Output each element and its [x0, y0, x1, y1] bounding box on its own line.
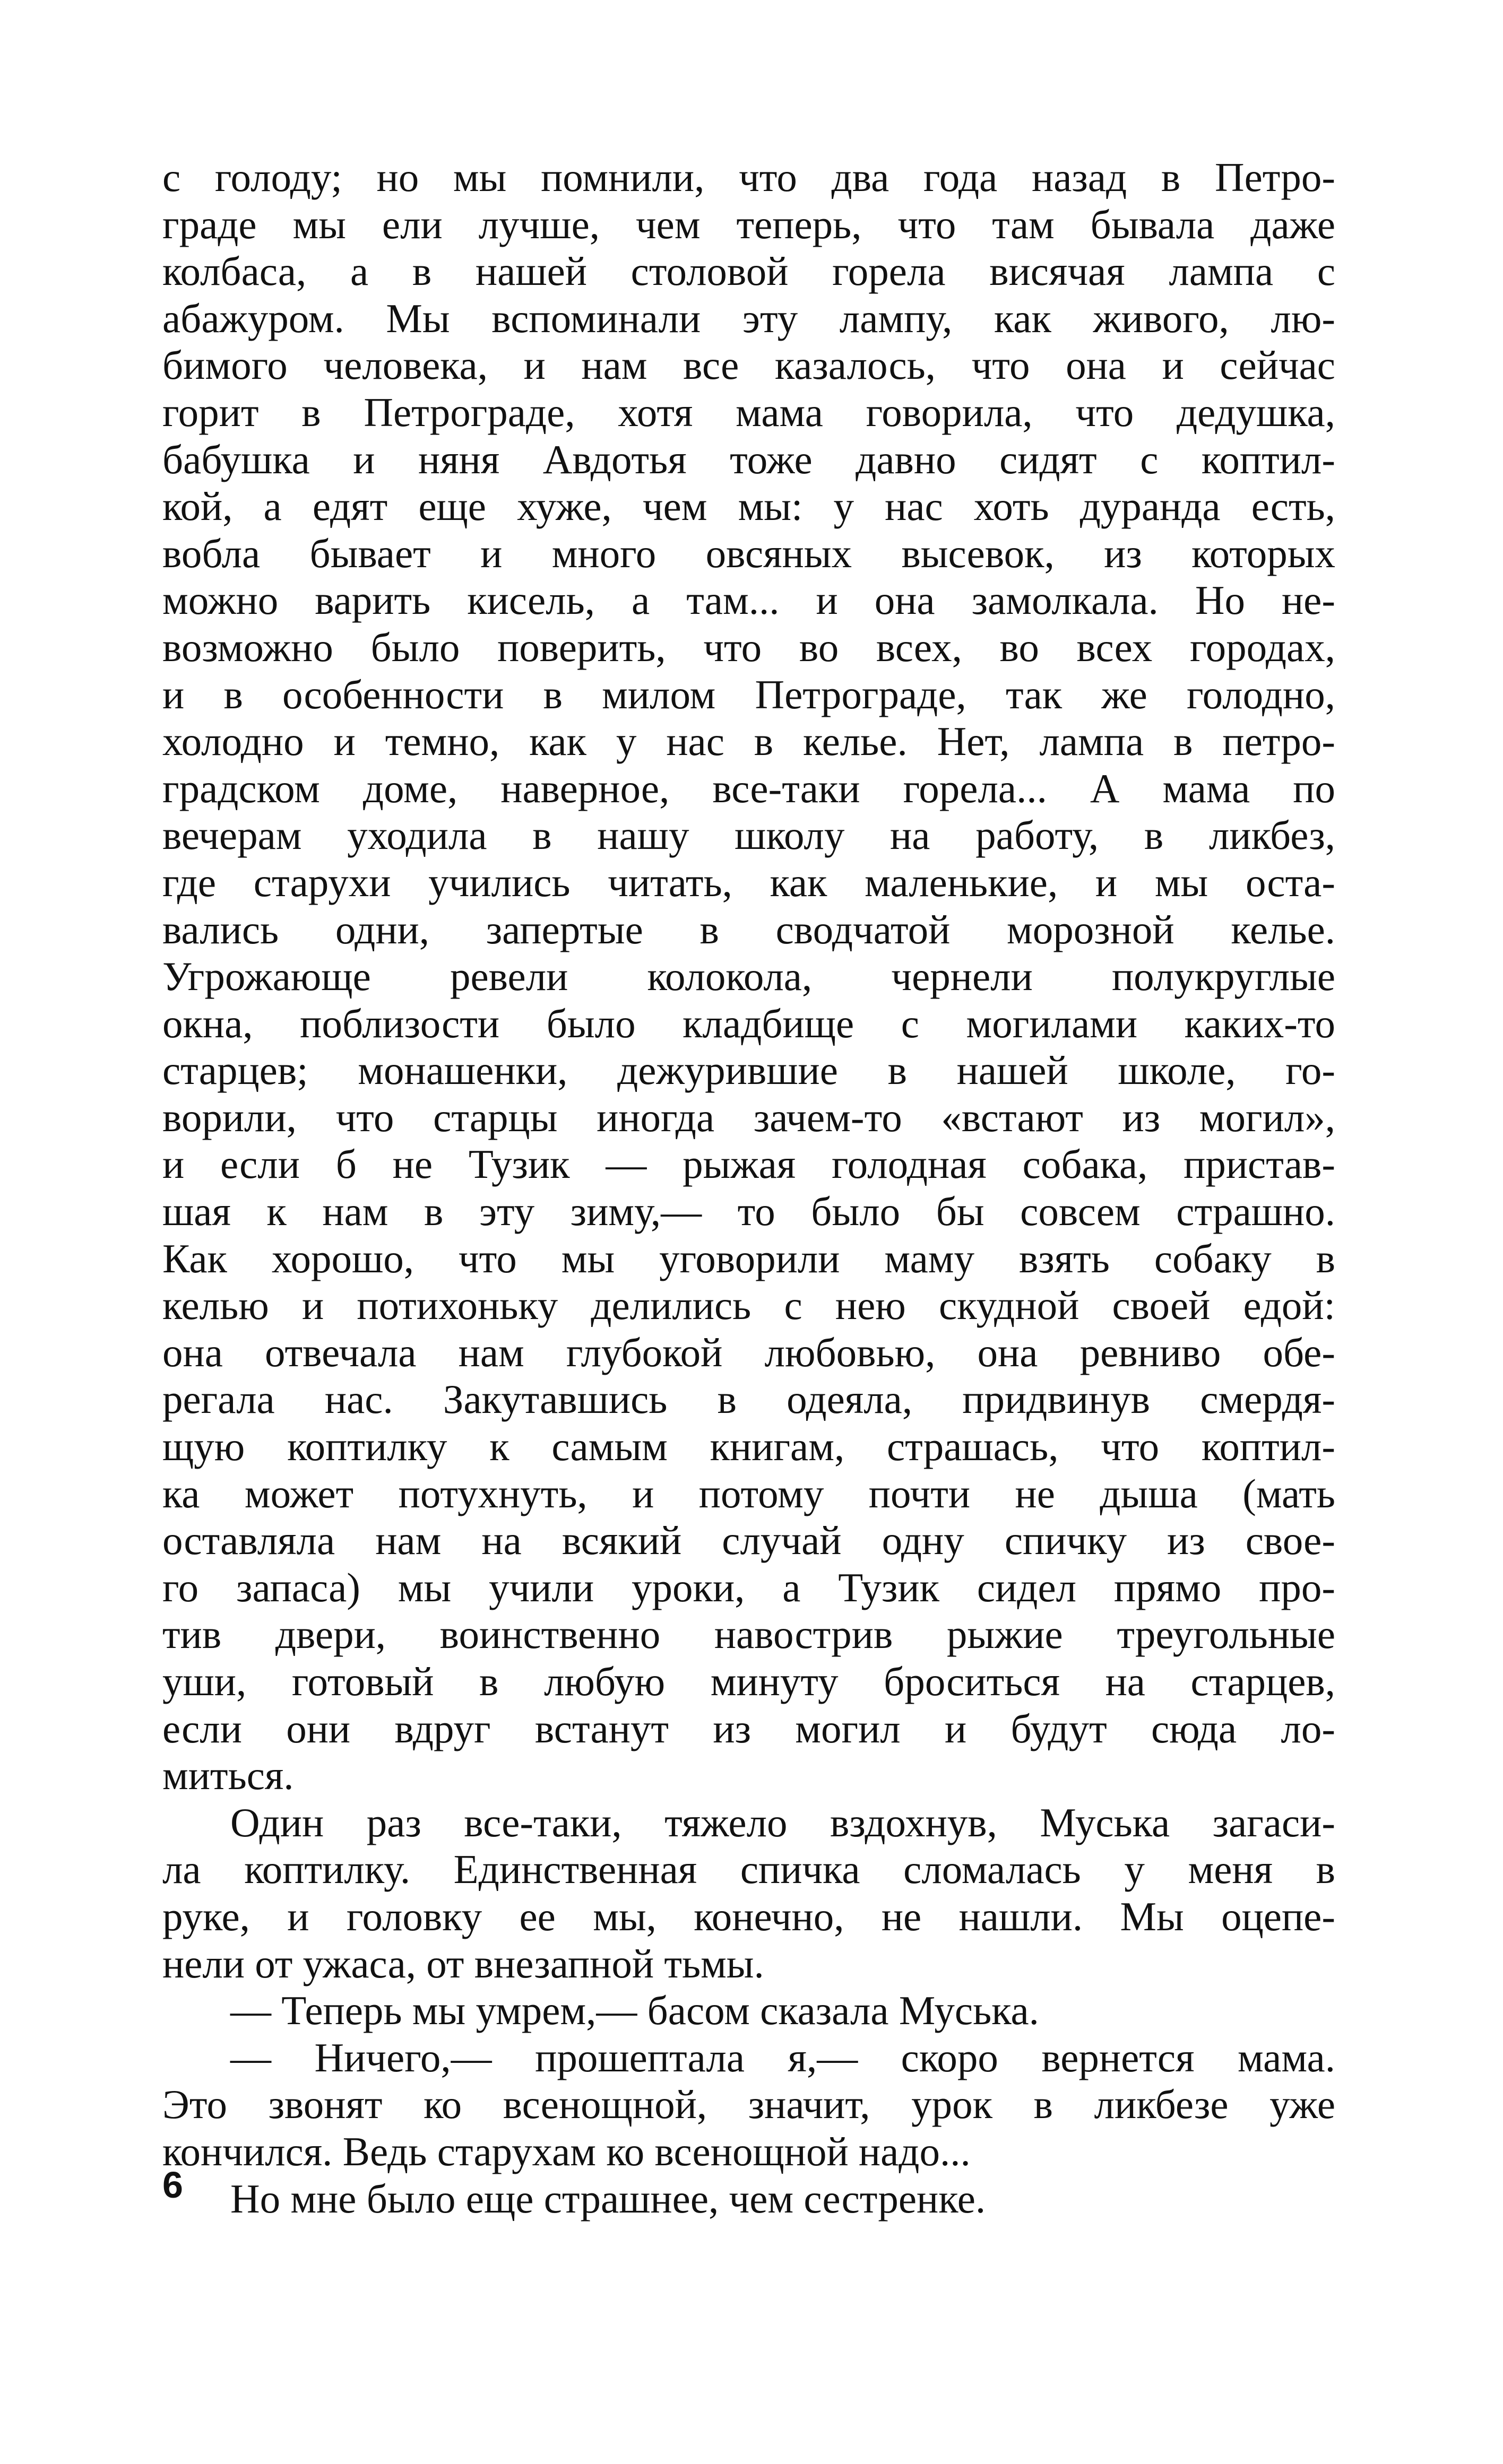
- text-line: и если б не Тузик — рыжая голодная собака, пристав-: [162, 1141, 1335, 1187]
- text-line: где старухи учились читать, как маленькие, и мы оста-: [162, 859, 1335, 905]
- text-line: если они вдруг встанут из могил и будут сюда ло-: [162, 1705, 1335, 1751]
- text-line: уши, готовый в любую минуту броситься на старцев,: [162, 1659, 1335, 1704]
- text-line: старцев; монашенки, дежурившие в нашей школе, го-: [162, 1047, 1335, 1094]
- text-line: нели от ужаса, от внезапной тьмы.: [162, 1940, 764, 1986]
- text-line: вечерам уходила в нашу школу на работу, в ликбез,: [162, 812, 1335, 858]
- text-line: ка может потухнуть, и потому почти не дыша (мать: [162, 1470, 1335, 1516]
- text-line: Как хорошо, что мы уговорили маму взять собаку в: [162, 1235, 1335, 1281]
- text-line: миться.: [162, 1752, 294, 1799]
- text-line: руке, и головку ее мы, конечно, не нашли. Мы оцепе-: [162, 1893, 1335, 1939]
- text-line: окна, поблизости было кладбище с могилами каких-то: [162, 1000, 1335, 1046]
- body-text: [162, 154, 1335, 2222]
- text-line: ворили, что старцы иногда зачем-то «встают из могил»,: [162, 1094, 1335, 1140]
- text-line: го запаса) мы учили уроки, а Тузик сидел прямо про-: [162, 1564, 1335, 1610]
- text-line: кой, а едят еще хуже, чем мы: у нас хоть дуранда есть,: [162, 483, 1335, 530]
- text-line: бабушка и няня Авдотья тоже давно сидят с коптил-: [162, 436, 1335, 482]
- text-line: тив двери, воинственно навострив рыжие треугольные: [162, 1611, 1335, 1658]
- text-line: шая к нам в эту зиму,— то было бы совсем страшно.: [162, 1188, 1335, 1235]
- text-line: вобла бывает и много овсяных высевок, из которых: [162, 530, 1335, 576]
- paragraph-start-line: Но мне было еще страшнее, чем сестренке.: [230, 2175, 986, 2222]
- text-line: можно варить кисель, а там... и она замолкала. Но не-: [162, 577, 1335, 623]
- text-line: оставляла нам на всякий случай одну спичку из свое-: [162, 1517, 1335, 1564]
- dialogue-line: — Теперь мы умрем,— басом сказала Муська.: [230, 1988, 1039, 2034]
- dialogue-line: — Ничего,— прошептала я,— скоро вернется мама.: [230, 2034, 1335, 2080]
- text-line: кончился. Ведь старухам ко всенощной надо...: [162, 2128, 971, 2174]
- text-line: и в особенности в милом Петрограде, так же голодно,: [162, 671, 1335, 717]
- text-line: с голоду; но мы помнили, что два года назад в Петро-: [162, 154, 1335, 200]
- text-line: Угрожающе ревели колокола, чернели полукруглые: [162, 953, 1335, 1000]
- text-line: холодно и темно, как у нас в келье. Нет, лампа в петро-: [162, 718, 1335, 765]
- text-line: Это звонят ко всенощной, значит, урок в ликбезе уже: [162, 2081, 1335, 2128]
- text-line: колбаса, а в нашей столовой горела висячая лампа с: [162, 248, 1335, 294]
- text-line: келью и потихоньку делились с нею скудной своей едой:: [162, 1282, 1335, 1329]
- paragraph-start-line: Один раз все-таки, тяжело вздохнув, Муська загаси-: [230, 1799, 1335, 1845]
- text-line: возможно было поверить, что во всех, во всех городах,: [162, 624, 1335, 670]
- text-line: ла коптилку. Единственная спичка сломалась у меня в: [162, 1846, 1335, 1893]
- text-line: бимого человека, и нам все казалось, что она и сейчас: [162, 342, 1335, 388]
- text-line: она отвечала нам глубокой любовью, она ревниво обе-: [162, 1329, 1335, 1375]
- text-line: щую коптилку к самым книгам, страшась, что коптил-: [162, 1424, 1335, 1470]
- page-number: 6: [162, 2164, 183, 2206]
- text-line: регала нас. Закутавшись в одеяла, придвинув смердя-: [162, 1376, 1335, 1422]
- text-line: градском доме, наверное, все-таки горела... А мама по: [162, 765, 1335, 811]
- text-line: граде мы ели лучше, чем теперь, что там бывала даже: [162, 201, 1335, 247]
- text-line: горит в Петрограде, хотя мама говорила, что дедушка,: [162, 389, 1335, 435]
- text-line: абажуром. Мы вспоминали эту лампу, как живого, лю-: [162, 295, 1335, 341]
- text-line: вались одни, запертые в сводчатой морозной келье.: [162, 906, 1335, 952]
